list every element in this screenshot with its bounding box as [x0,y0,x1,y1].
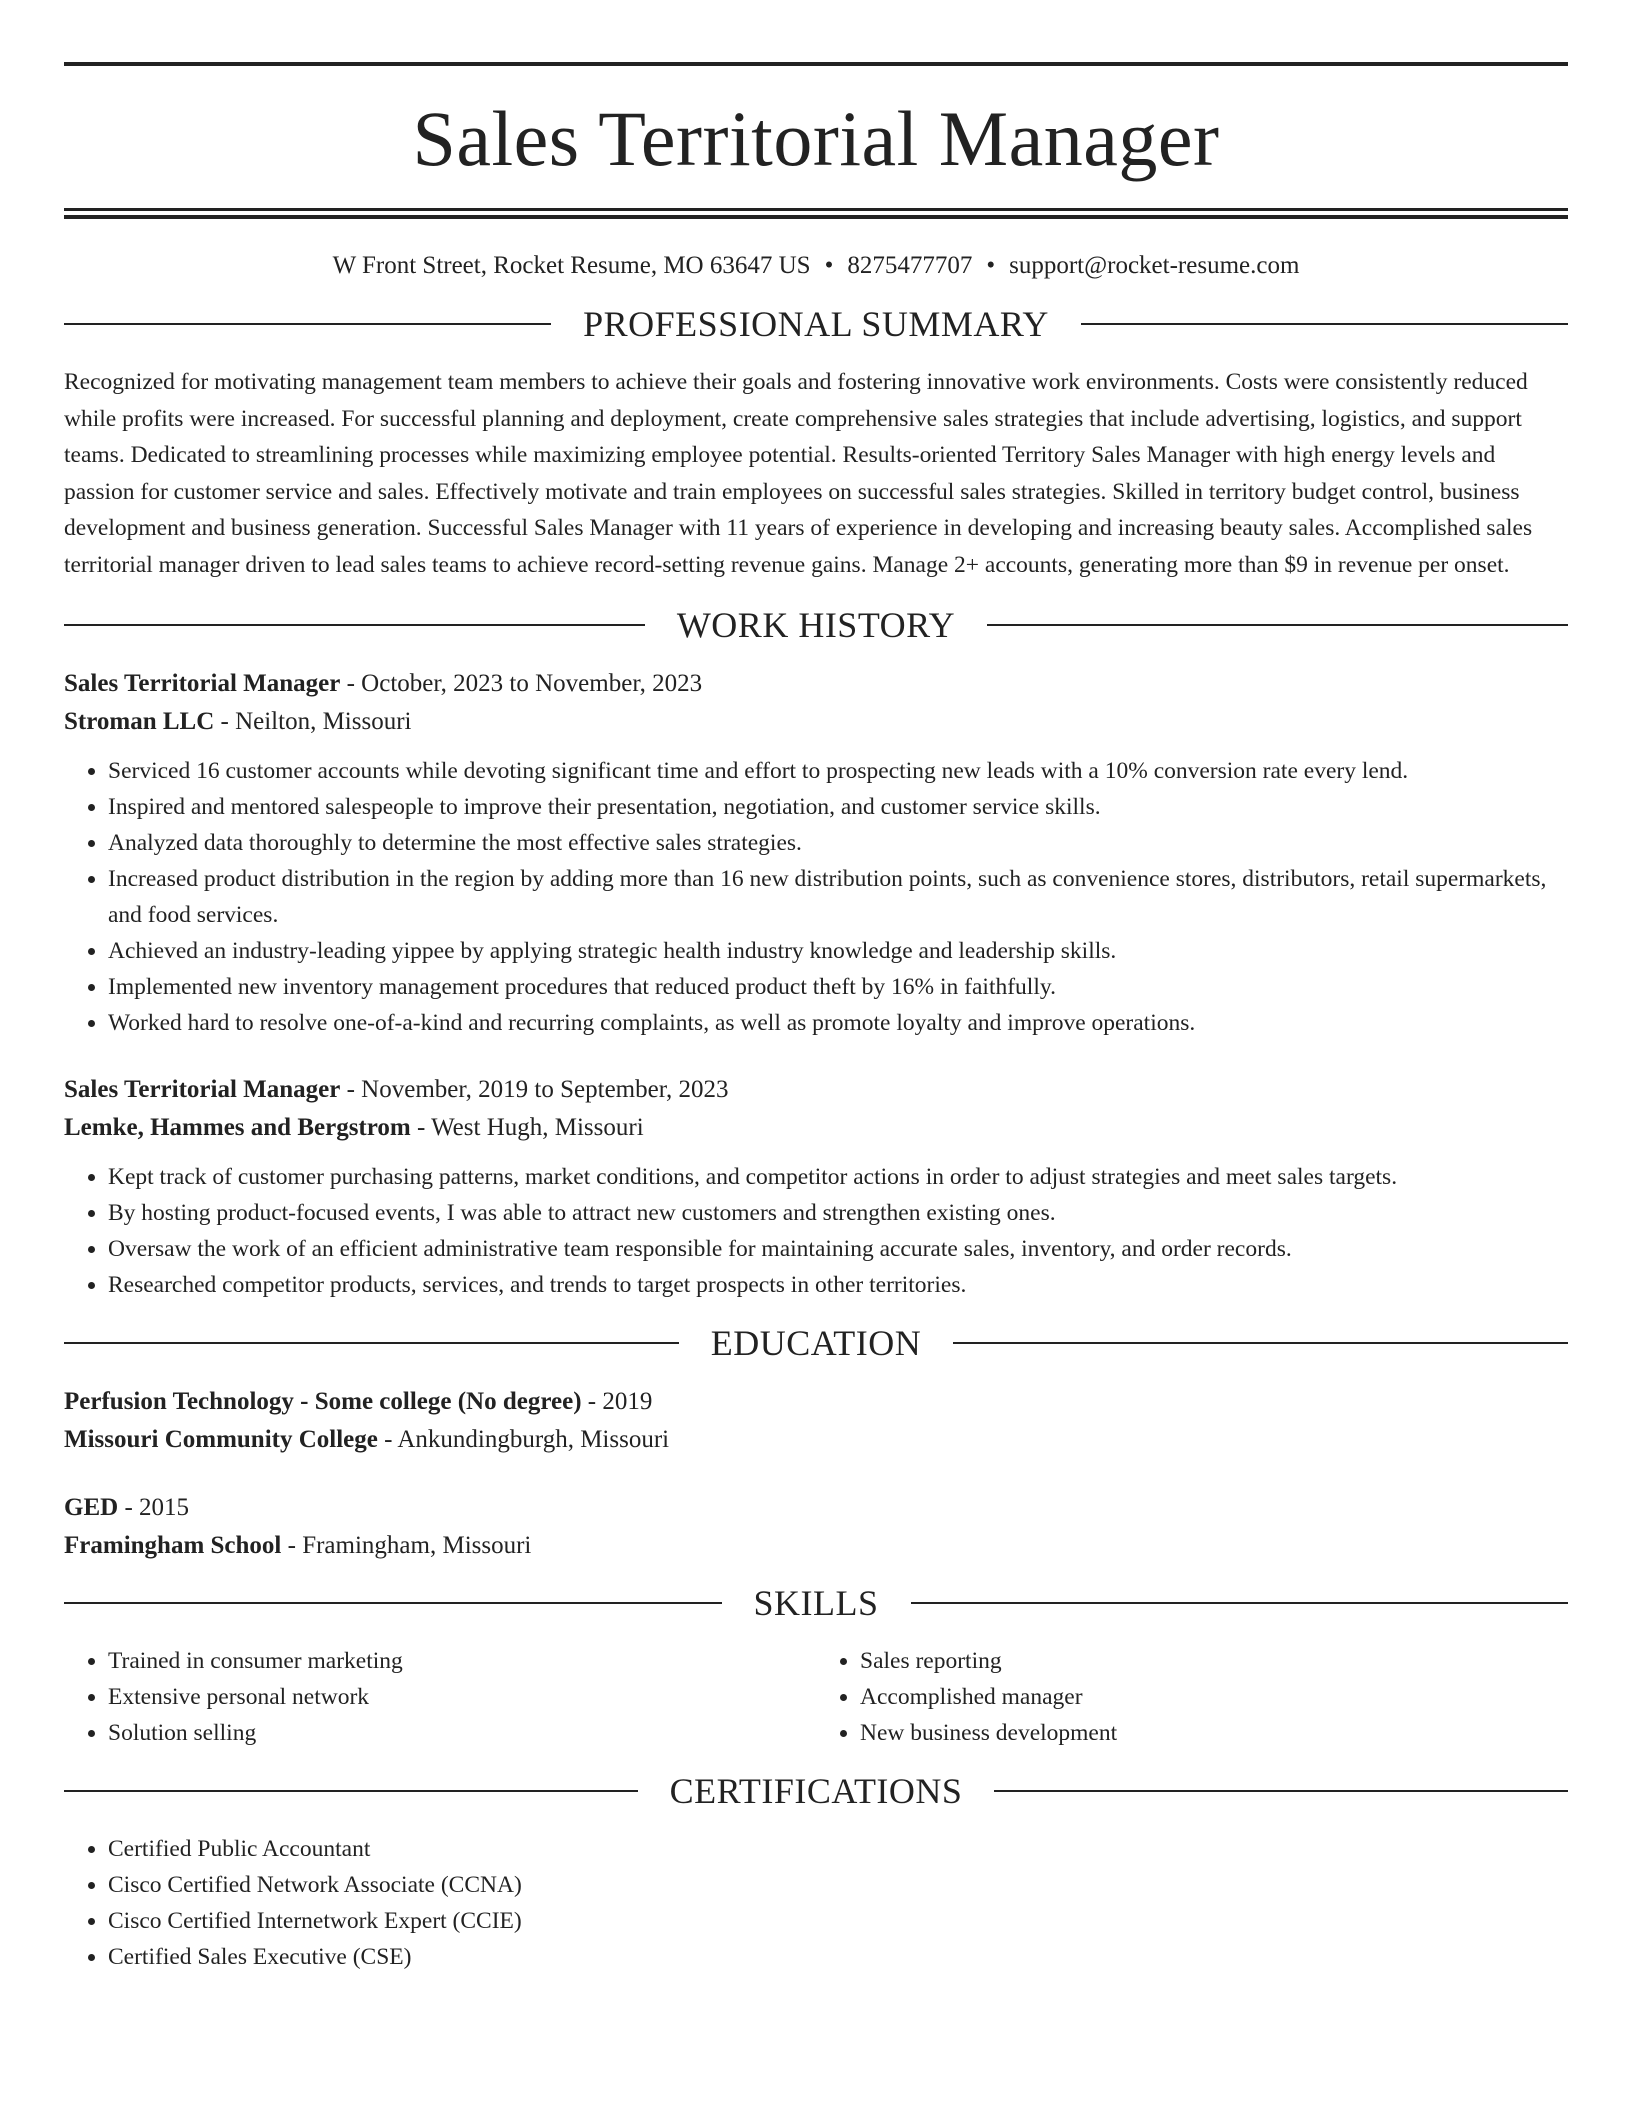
list-item: • Analyzed data thoroughly to determine the most effective sales strategies. [108,825,1568,861]
section-heading-work [64,607,1568,643]
list-item: • Trained in consumer marketing [108,1643,816,1679]
degree-year: - 2019 [581,1388,653,1415]
contact-phone: 8275477707 [847,252,973,279]
job-title: Sales Territorial Manager [64,670,341,697]
heading-rule [64,1342,679,1344]
list-item: • Serviced 16 customer accounts while devoting significant time and effort to prospecting new leads with a 10% conversion rate every lend. [108,753,1568,789]
list-item: • Extensive personal network [108,1679,816,1715]
section-heading-certifications [64,1773,1568,1809]
heading-rule [953,1342,1568,1344]
list-item: • Achieved an industry-leading yippee by applying strategic health industry knowledge and leadership skills. [108,933,1568,969]
list-item: • Implemented new inventory management procedures that reduced product theft by 16% in faithfully. [108,969,1568,1005]
degree-year: - 2015 [118,1494,190,1521]
education-entry [64,1489,1568,1565]
school-location: - Framingham, Missouri [281,1532,532,1559]
section-title-skills: SKILLS [753,1583,879,1623]
heading-rule [64,1602,722,1604]
section-heading-summary [64,306,1568,342]
list-item: • Oversaw the work of an efficient administrative team responsible for maintaining accurate sales, inventory, and order records. [108,1231,1568,1267]
school-name: Missouri Community College [64,1426,378,1453]
list-item: • New business development [860,1715,1568,1751]
list-item: • Certified Sales Executive (CSE) [108,1939,1568,1975]
job-title-line [64,665,1568,703]
education-entry [64,1383,1568,1459]
job-title-line [64,1071,1568,1109]
degree-line [64,1383,1568,1421]
job-location: - Neilton, Missouri [214,708,412,735]
list-item: • Accomplished manager [860,1679,1568,1715]
list-item: • Kept track of customer purchasing patterns, market conditions, and competitor actions in order to adjust strategies and meet sales targets. [108,1159,1568,1195]
section-title-summary: PROFESSIONAL SUMMARY [583,304,1049,344]
job-company: Lemke, Hammes and Bergstrom [64,1114,411,1141]
school-location: - Ankundingburgh, Missouri [377,1426,670,1453]
job-company-line [64,703,1568,741]
list-item: • Increased product distribution in the region by adding more than 16 new distribution points, such as convenience stores, distributors, retail supermarkets, and food services. [108,861,1568,933]
degree: GED [64,1494,119,1521]
list-item: • Inspired and mentored salespeople to improve their presentation, negotiation, and customer service skills. [108,789,1568,825]
job-entry [64,1071,1568,1303]
contact-separator: • [824,252,834,279]
skills-column-right [816,1643,1568,1751]
job-location: - West Hugh, Missouri [410,1114,644,1141]
title-double-rule [64,208,1568,219]
contact-address: W Front Street, Rocket Resume, MO 63647 US [332,252,811,279]
job-bullets [64,753,1568,1041]
contact-separator: • [986,252,996,279]
certifications-list [64,1831,1568,1975]
list-item: • Cisco Certified Internetwork Expert (CCIE) [108,1903,1568,1939]
job-entry [64,665,1568,1041]
job-company-line [64,1109,1568,1147]
heading-rule [64,323,551,325]
school-line [64,1527,1568,1565]
professional-summary: Recognized for motivating management team members to achieve their goals and fostering innovative work environments. Costs were consistently reduced while profits were increased. For successful planning and deployment, create comprehensive sales strategies that include advertising, logistics, and support teams. Dedicated to streamlining processes while maximizing employee potential. Results-oriented Territory Sales Manager with high energy levels and passion for customer service and sales. Effectively motivate and train employees on successful sales strategies. Skilled in territory budget control, business development and business generation. Successful Sales Manager with 11 years of experience in developing and increasing beauty sales. Accomplished sales territorial manager driven to lead sales teams to achieve record-setting revenue gains. Manage 2+ accounts, generating more than $9 in revenue per onset. [64,369,1533,578]
list-item: • Certified Public Accountant [108,1831,1568,1867]
list-item: • By hosting product-focused events, I was able to attract new customers and strengthen existing ones. [108,1195,1568,1231]
skills-column-left [64,1643,816,1751]
contact-email[interactable]: support@rocket-resume.com [1009,252,1300,279]
section-heading-education [64,1325,1568,1361]
section-title-education: EDUCATION [710,1323,922,1363]
heading-rule [64,624,645,626]
heading-rule [64,1790,638,1792]
job-title: Sales Territorial Manager [64,1076,341,1103]
heading-rule [987,624,1568,626]
section-title-work: WORK HISTORY [676,605,956,645]
school-name: Framingham School [64,1532,282,1559]
heading-rule [1081,323,1568,325]
job-bullets [64,1159,1568,1303]
job-company: Stroman LLC [64,708,215,735]
degree: Perfusion Technology - Some college (No degree) [64,1388,582,1415]
list-item: • Researched competitor products, services, and trends to target prospects in other territories. [108,1267,1568,1303]
list-item: • Sales reporting [860,1643,1568,1679]
list-item: • Worked hard to resolve one-of-a-kind and recurring complaints, as well as promote loyalty and improve operations. [108,1005,1568,1041]
section-heading-skills [64,1585,1568,1621]
job-dates: - November, 2019 to September, 2023 [340,1076,729,1103]
job-dates: - October, 2023 to November, 2023 [340,670,703,697]
list-item: • Cisco Certified Network Associate (CCNA) [108,1867,1568,1903]
resume-title: Sales Territorial Manager [412,95,1220,182]
heading-rule [911,1602,1569,1604]
top-rule [64,62,1568,66]
list-item: • Solution selling [108,1715,816,1751]
contact-line [64,253,1568,278]
school-line [64,1421,1568,1459]
section-title-certifications: CERTIFICATIONS [669,1771,963,1811]
skills-grid [64,1643,1568,1751]
heading-rule [994,1790,1568,1792]
degree-line [64,1489,1568,1527]
